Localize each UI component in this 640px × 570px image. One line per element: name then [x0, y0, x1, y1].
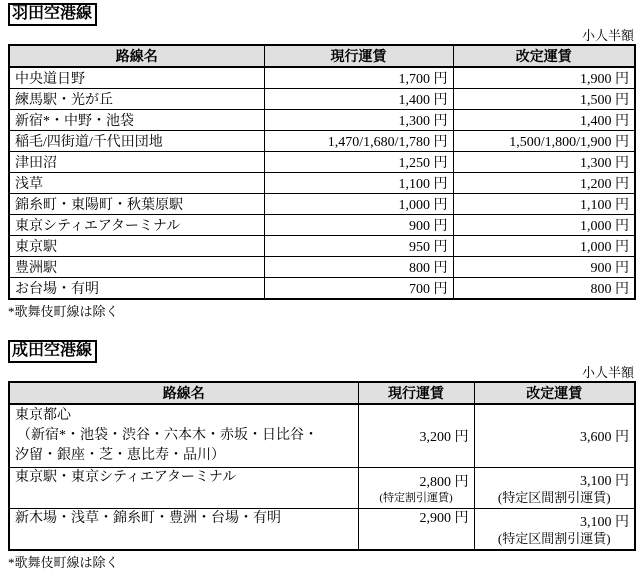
haneda-header-revised: 改定運賃 [453, 45, 635, 67]
revised-fare-cell: 1,300 円 [453, 152, 635, 173]
current-fare-note: (特定割引運賃) [379, 492, 453, 504]
current-fare-cell: 3,200 円 [358, 404, 474, 468]
narita-section [8, 340, 634, 570]
current-fare-cell: 900 円 [264, 215, 453, 236]
route-line: 東京駅・東京シティエアターミナル [15, 470, 237, 485]
revised-fare-value: 3,100 円 [580, 515, 629, 530]
revised-fare-cell: 1,200 円 [453, 173, 635, 194]
table-row [9, 257, 635, 278]
revised-fare-cell: 3,600 円 [474, 404, 635, 468]
haneda-section [8, 3, 634, 319]
narita-fare-table [8, 381, 636, 551]
haneda-header-row [9, 45, 635, 67]
table-row [9, 152, 635, 173]
route-cell: お台場・有明 [9, 278, 264, 300]
route-cell [9, 404, 358, 468]
current-fare-cell: 1,250 円 [264, 152, 453, 173]
revised-fare-cell: 900 円 [453, 257, 635, 278]
revised-fare-cell: 1,500/1,800/1,900 円 [453, 131, 635, 152]
narita-footnote: *歌舞伎町線は除く [8, 555, 119, 570]
revised-fare-cell: 800 円 [453, 278, 635, 300]
haneda-section-title: 羽田空港線 [8, 3, 97, 26]
current-fare-cell: 950 円 [264, 236, 453, 257]
revised-fare-cell: 1,900 円 [453, 67, 635, 89]
route-cell: 浅草 [9, 173, 264, 194]
section-divider-space [8, 319, 634, 340]
current-fare-cell: 1,300 円 [264, 110, 453, 131]
route-line: （新宿*・池袋・渋谷・六本木・赤坂・日比谷・ [17, 428, 318, 443]
route-cell: 練馬駅・光が丘 [9, 89, 264, 110]
narita-header-current: 現行運賃 [358, 382, 474, 404]
table-row [9, 110, 635, 131]
current-fare-cell [358, 509, 474, 551]
current-fare-cell: 1,100 円 [264, 173, 453, 194]
table-row [9, 194, 635, 215]
narita-child-fare-note: 小人半額 [581, 365, 634, 380]
route-cell: 東京シティエアターミナル [9, 215, 264, 236]
revised-fare-cell [474, 468, 635, 509]
route-cell: 新宿*・中野・池袋 [9, 110, 264, 131]
route-cell: 豊洲駅 [9, 257, 264, 278]
revised-fare-cell: 1,500 円 [453, 89, 635, 110]
table-row [9, 468, 635, 509]
haneda-child-fare-note: 小人半額 [581, 28, 634, 43]
haneda-footnote: *歌舞伎町線は除く [8, 304, 119, 319]
haneda-header-current: 現行運賃 [264, 45, 453, 67]
current-fare-cell: 1,470/1,680/1,780 円 [264, 131, 453, 152]
route-cell [9, 509, 358, 551]
current-fare-cell: 800 円 [264, 257, 453, 278]
route-cell: 中央道日野 [9, 67, 264, 89]
current-fare-cell: 1,700 円 [264, 67, 453, 89]
narita-header-route: 路線名 [9, 382, 358, 404]
route-line: 汐留・銀座・芝・恵比寿・品川） [15, 448, 225, 463]
current-fare-cell: 700 円 [264, 278, 453, 300]
revised-fare-value: 3,100 円 [580, 474, 629, 489]
route-cell: 津田沼 [9, 152, 264, 173]
table-row [9, 89, 635, 110]
revised-fare-note: (特定区間割引運賃) [497, 531, 611, 546]
revised-fare-cell: 1,400 円 [453, 110, 635, 131]
current-fare-cell: 1,400 円 [264, 89, 453, 110]
haneda-fare-table [8, 44, 636, 300]
narita-section-title: 成田空港線 [8, 340, 97, 363]
table-row [9, 215, 635, 236]
narita-header-revised: 改定運賃 [474, 382, 635, 404]
route-cell: 錦糸町・東陽町・秋葉原駅 [9, 194, 264, 215]
table-row [9, 404, 635, 468]
route-line: 新木場・浅草・錦糸町・豊洲・台場・有明 [15, 511, 281, 526]
current-fare-value: 2,900 円 [419, 511, 469, 526]
route-cell: 稲毛/四街道/千代田団地 [9, 131, 264, 152]
current-fare-value: 2,800 円 [419, 475, 469, 490]
current-fare-cell [358, 468, 474, 509]
table-row [9, 509, 635, 551]
revised-fare-cell: 1,100 円 [453, 194, 635, 215]
route-cell: 東京駅 [9, 236, 264, 257]
table-row [9, 67, 635, 89]
table-row [9, 278, 635, 300]
table-row [9, 131, 635, 152]
revised-fare-cell: 1,000 円 [453, 236, 635, 257]
table-row [9, 236, 635, 257]
revised-fare-note: (特定区間割引運賃) [497, 490, 611, 505]
route-line: 東京都心 [15, 408, 71, 423]
current-fare-cell: 1,000 円 [264, 194, 453, 215]
route-cell [9, 468, 358, 509]
revised-fare-cell [474, 509, 635, 551]
revised-fare-cell: 1,000 円 [453, 215, 635, 236]
narita-header-row [9, 382, 635, 404]
haneda-header-route: 路線名 [9, 45, 264, 67]
table-row [9, 173, 635, 194]
